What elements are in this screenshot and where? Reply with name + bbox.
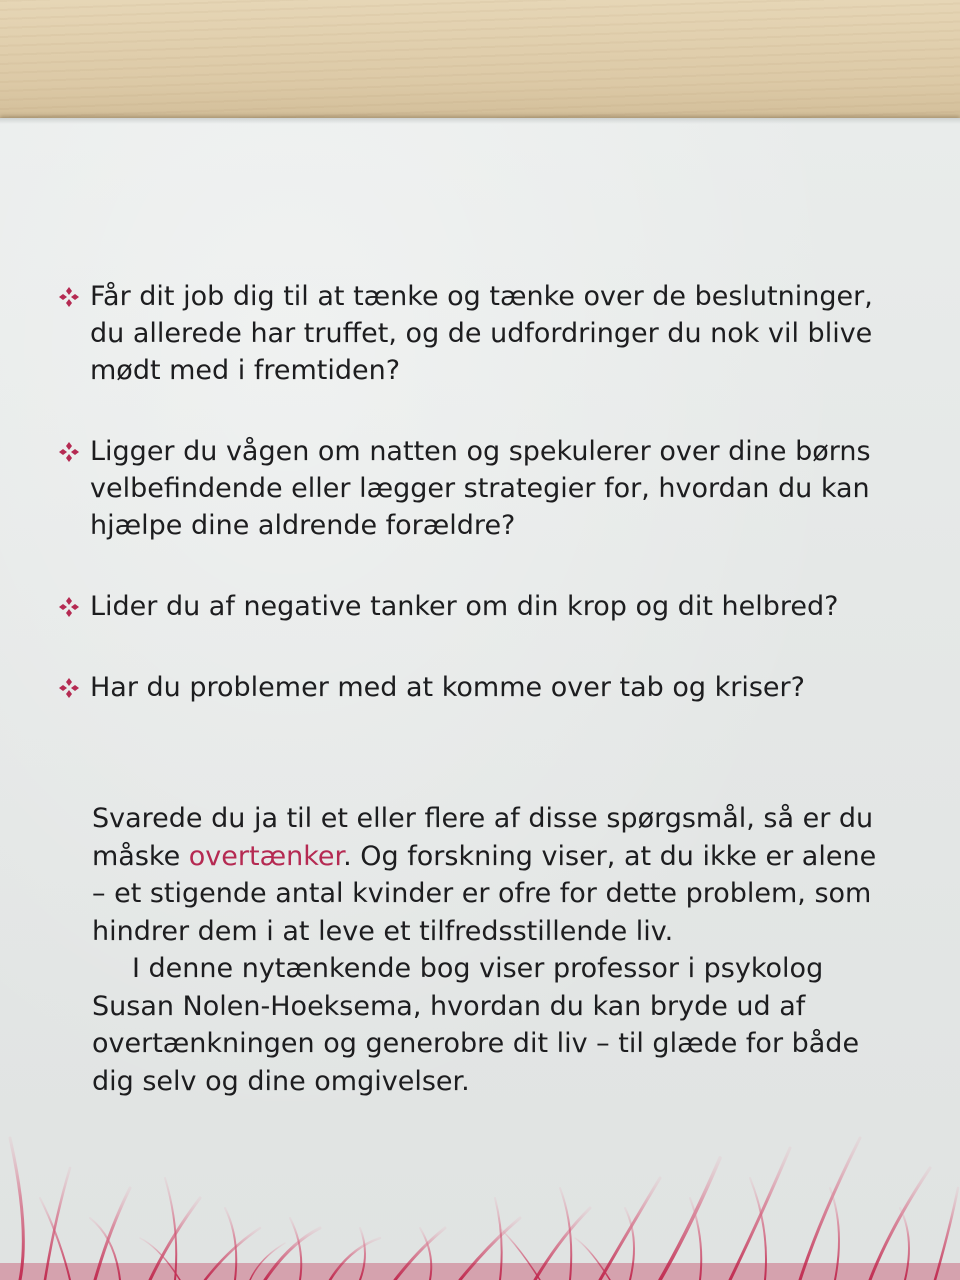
question-line: Har du problemer med at komme over tab og kriser?	[90, 672, 805, 703]
blurb-line: – et stigende antal kvinder er ofre for dette problem, som	[92, 878, 872, 909]
book-back-cover	[0, 118, 960, 1280]
red-grass-illustration	[0, 1078, 960, 1280]
blurb-line: overtænkningen og generobre dit liv – til glæde for både	[92, 1028, 860, 1059]
question-line: hjælpe dine aldrende forældre?	[90, 510, 516, 541]
blurb-paragraph	[92, 800, 912, 950]
question-line: Ligger du vågen om natten og spekulerer over dine børns	[90, 436, 871, 467]
blurb-text	[92, 800, 912, 1100]
blurb-line: hindrer dem i at leve et tilfredsstillende liv.	[92, 915, 674, 947]
question-line: du allerede har truffet, og de udfordringer du nok vil blive	[90, 318, 873, 349]
blurb-line-start: måske	[92, 840, 189, 872]
question-line: velbefindende eller lægger strategier for, hvordan du kan	[90, 473, 870, 504]
question-line: mødt med i fremtiden?	[90, 355, 401, 386]
four-diamond-ornament-icon	[58, 286, 80, 308]
question-item	[58, 588, 928, 625]
blurb-line: Susan Nolen-Hoeksema, hvordan du kan bryde ud af	[92, 990, 806, 1022]
four-diamond-ornament-icon	[58, 596, 80, 618]
blurb-line-end: . Og forskning viser, at du ikke er alene	[343, 840, 877, 872]
question-item	[58, 433, 928, 544]
highlighted-term: overtænker	[188, 840, 344, 872]
question-item	[58, 669, 928, 706]
four-diamond-ornament-icon	[58, 677, 80, 699]
question-item	[58, 278, 928, 389]
question-list	[58, 278, 928, 750]
blurb-line: Svarede du ja til et eller flere af disse spørgsmål, så er du	[92, 803, 874, 834]
blurb-line: dig selv og dine omgivelser.	[92, 1065, 470, 1097]
question-line: Lider du af negative tanker om din krop og dit helbred?	[90, 591, 839, 622]
cover-top-edge	[0, 118, 960, 124]
question-line: Får dit job dig til at tænke og tænke over de beslutninger,	[90, 281, 873, 312]
blurb-line: I denne nytænkende bog viser professor i psykolog	[132, 953, 824, 984]
four-diamond-ornament-icon	[58, 441, 80, 463]
